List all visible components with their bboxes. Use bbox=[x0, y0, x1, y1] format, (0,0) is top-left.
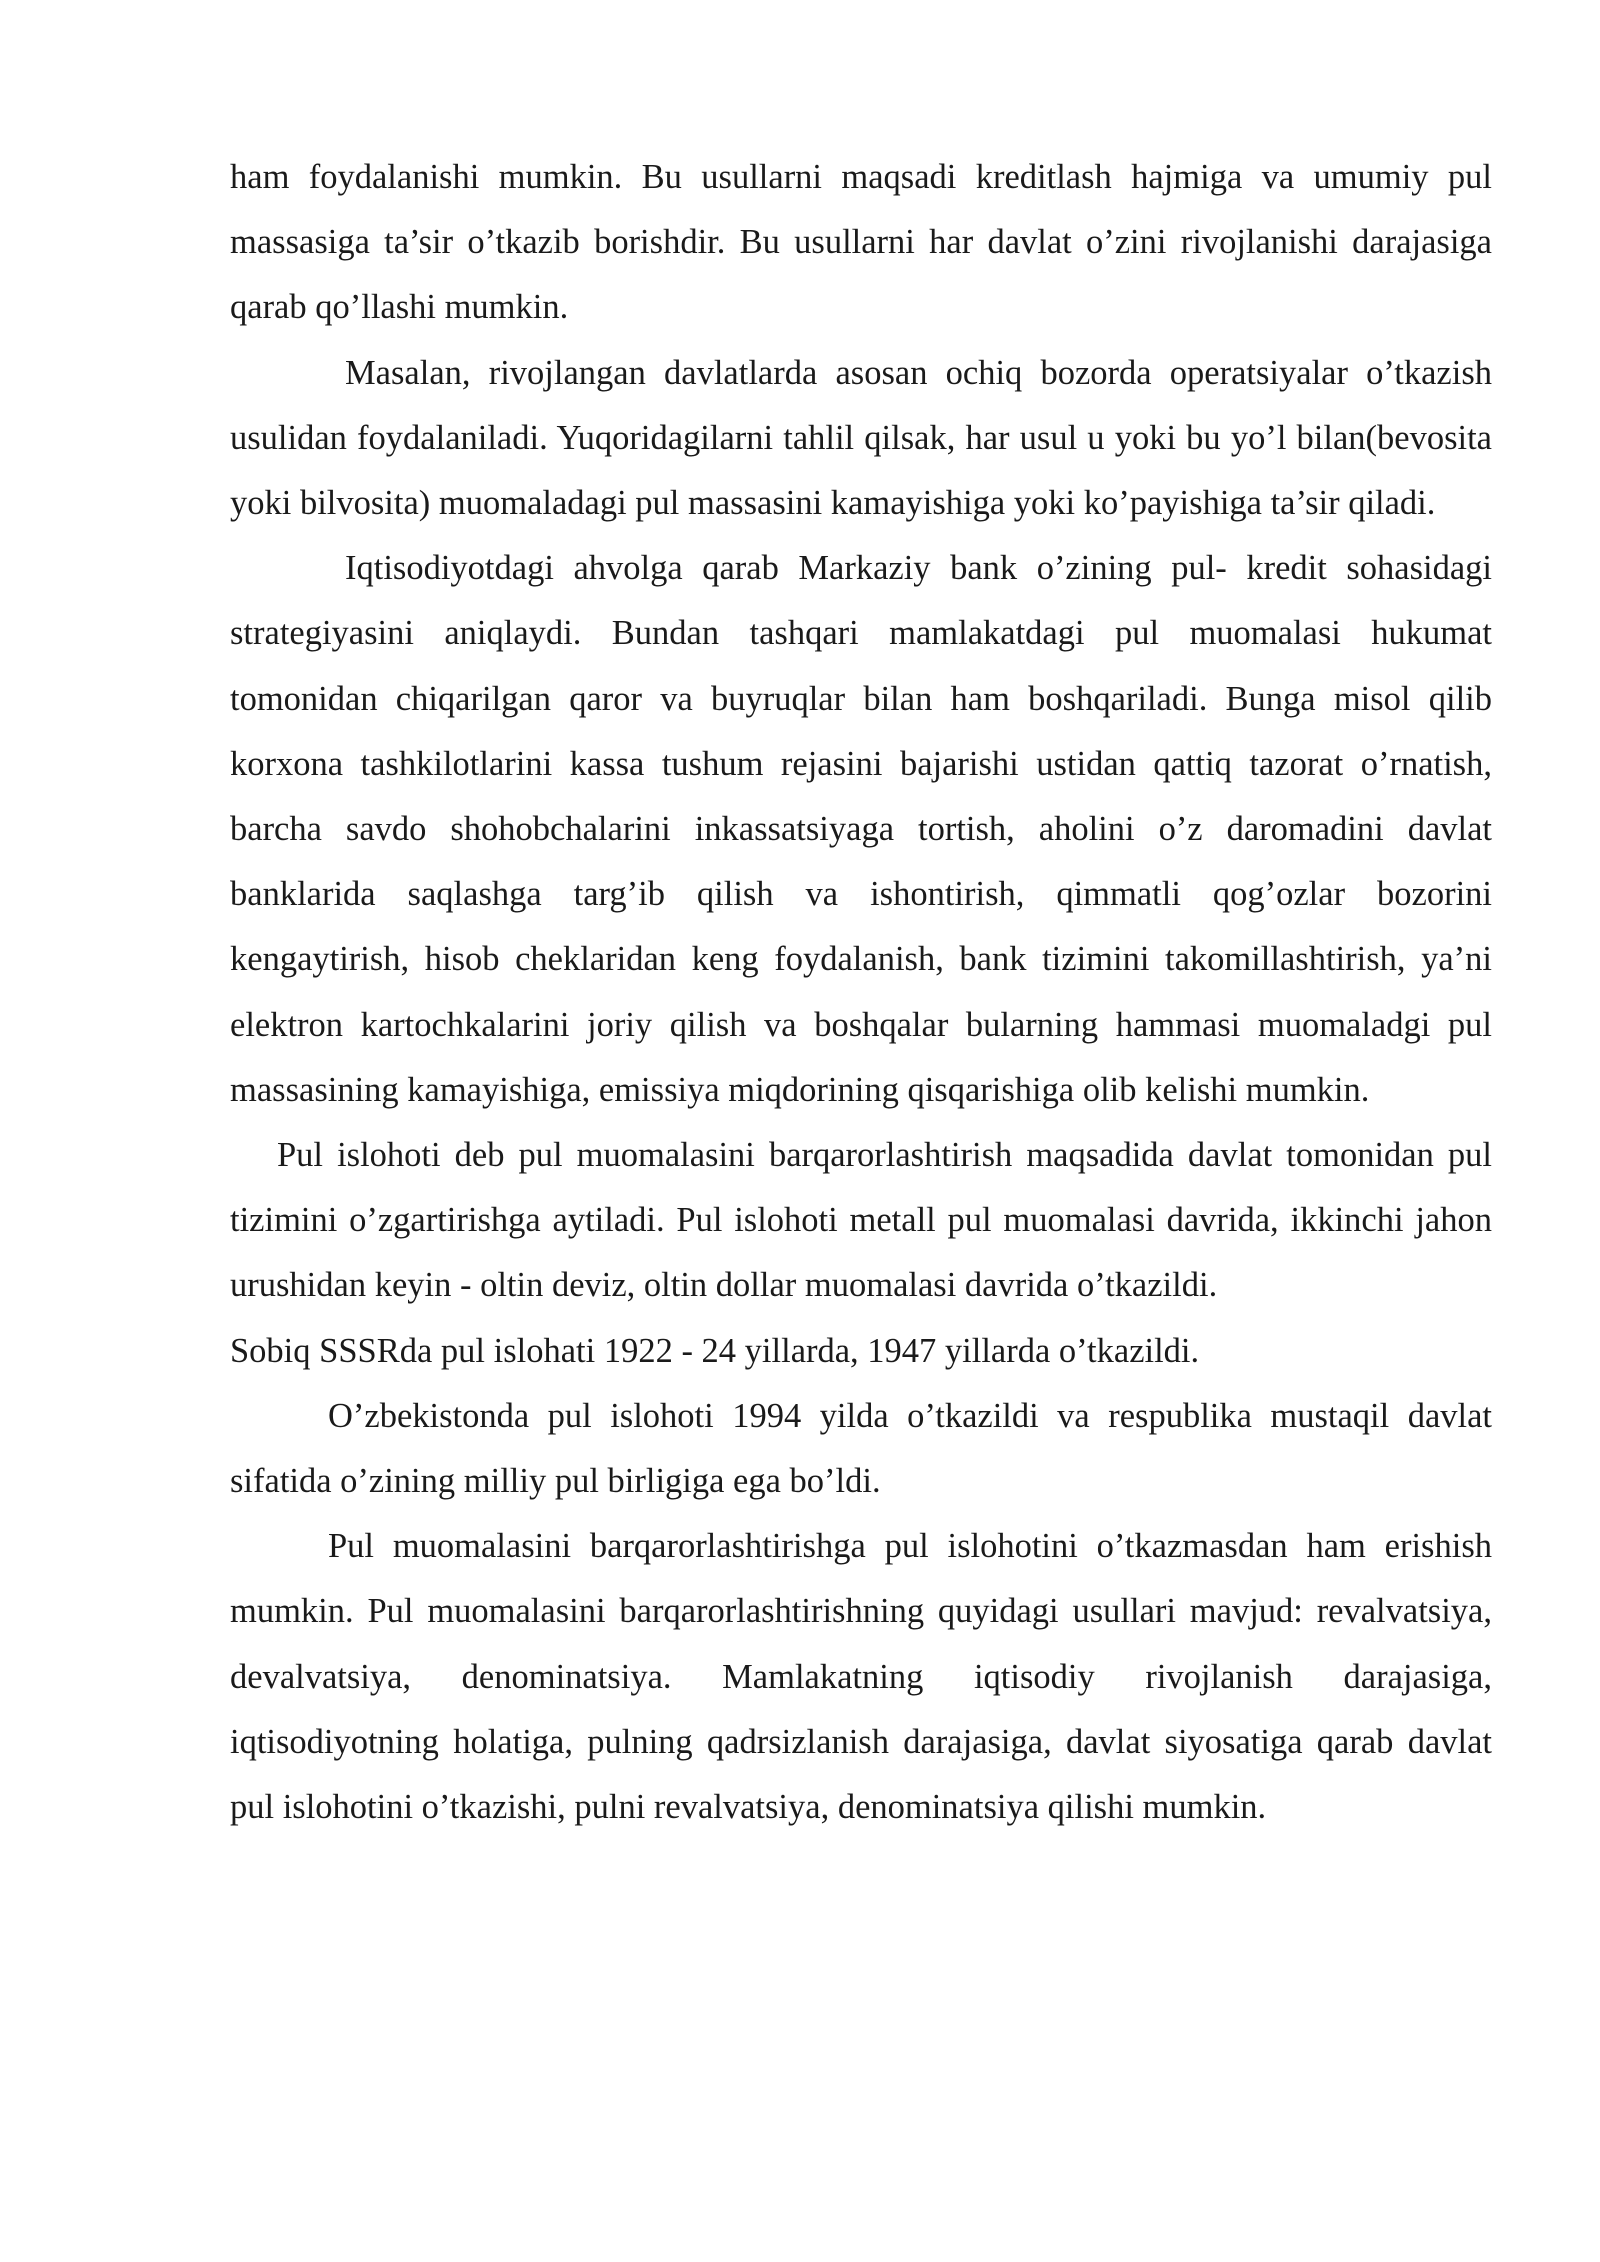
paragraph-3: Iqtisodiyotdagi ahvolga qarab Markaziy bank o’zining pul- kredit sohasidagi strategiyasini aniqlaydi. Bundan tashqari mamlakatdagi pul muomalasi hukumat tomonidan chiqarilgan qaror va buyruqlar bilan ham boshqariladi. Bunga misol qilib korxona tashkilotlarini kassa tushum rejasini bajarishi ustidan qattiq tazorat o’rnatish, barcha savdo shohobchalarini inkassatsiyaga tortish, aholini o’z daromadini davlat banklarida saqlashga targ’ib qilish va ishontirish, qimmatli qog’ozlar bozorini kengaytirish, hisob cheklaridan keng foydalanish, bank tizimini takomillashtirish, ya’ni elektron kartochkalarini joriy qilish va boshqalar bularning hammasi muomaladgi pul massasining kamayishiga, emissiya miqdorining qisqarishiga olib kelishi mumkin. bbox=[230, 549, 1492, 1109]
paragraph-5: Sobiq SSSRda pul islohati 1922 - 24 yillarda, 1947 yillarda o’tkazildi. bbox=[230, 1331, 1200, 1370]
paragraph-4: Pul islohoti deb pul muomalasini barqarorlashtirish maqsadida davlat tomonidan pul tizimini o’zgartirishga aytiladi. Pul islohoti metall pul muomalasi davrida, ikkinchi jahon urushidan keyin - oltin deviz, oltin dollar muomalasi davrida o’tkazildi. bbox=[230, 1136, 1492, 1305]
document-page bbox=[230, 145, 1492, 1840]
paragraph-7: Pul muomalasini barqarorlashtirishga pul islohotini o’tkazmasdan ham erishish mumkin. Pul muomalasini barqarorlashtirishning quyidagi usullari mavjud: revalvatsiya, devalvatsiya, denominatsiya. Mamlakatning iqtisodiy rivojlanish darajasiga, iqtisodiyotning holatiga, pulning qadrsizlanish darajasiga, davlat siyosatiga qarab davlat pul islohotini o’tkazishi, pulni revalvatsiya, denominatsiya qilishi mumkin. bbox=[230, 1527, 1492, 1827]
paragraph-1: ham foydalanishi mumkin. Bu usullarni maqsadi kreditlash hajmiga va umumiy pul massasiga ta’sir o’tkazib borishdir. Bu usullarni har davlat o’zini rivojlanishi darajasiga qarab qo’llashi mumkin. bbox=[230, 158, 1492, 327]
paragraph-2: Masalan, rivojlangan davlatlarda asosan ochiq bozorda operatsiyalar o’tkazish usulidan foydalaniladi. Yuqoridagilarni tahlil qilsak, har usul u yoki bu yo’l bilan(bevosita yoki bilvosita) muomaladagi pul massasini kamayishiga yoki ko’payishiga ta’sir qiladi. bbox=[230, 353, 1492, 523]
paragraph-6: O’zbekistonda pul islohoti 1994 yilda o’tkazildi va respublika mustaqil davlat sifatida o’zining milliy pul birligiga ega bo’ldi. bbox=[230, 1396, 1492, 1501]
